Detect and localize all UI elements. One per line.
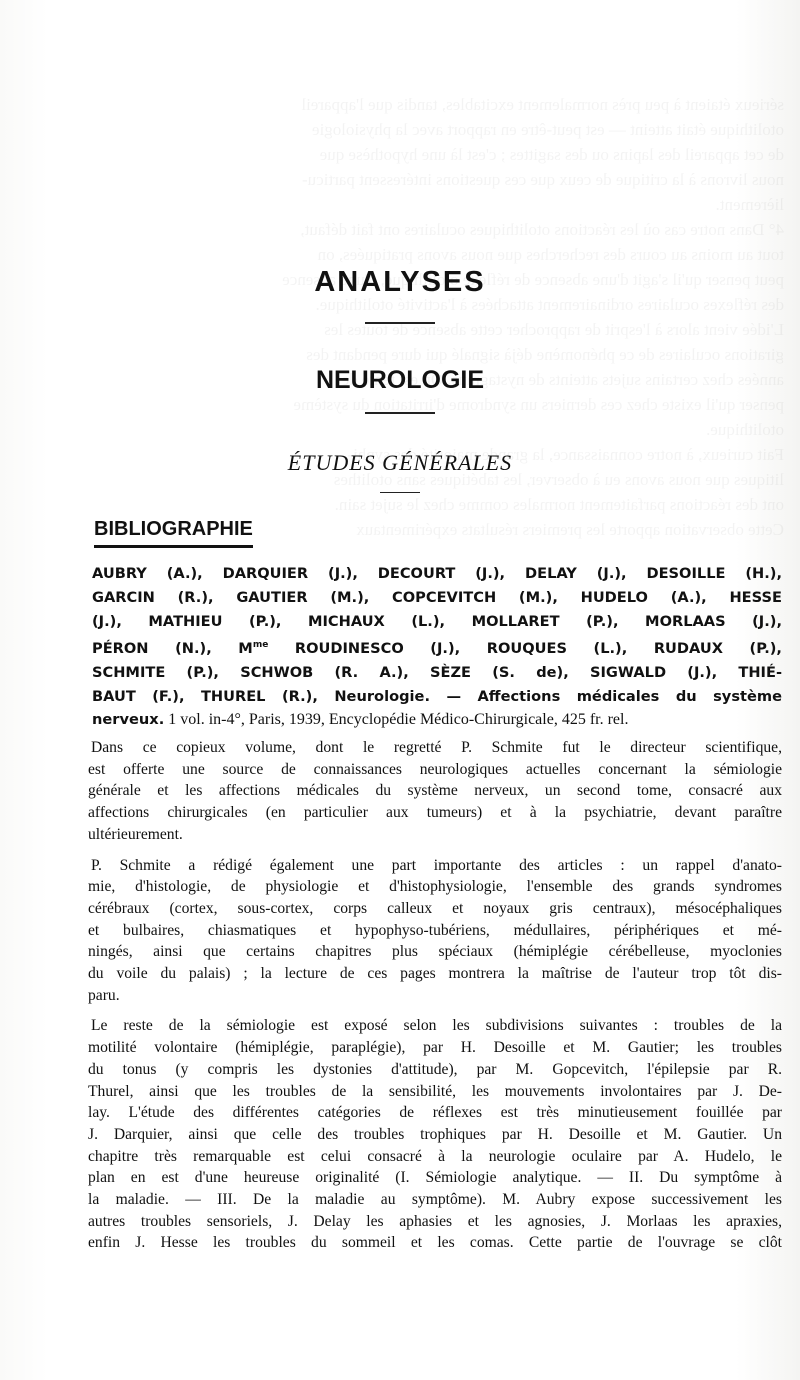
- page-title: ANALYSES: [314, 266, 486, 298]
- text-line: chapitre très remarquable est celui consacré à la neurologie oculaire par A. Hudelo, le: [88, 1147, 782, 1165]
- text-line: et bulbaires, chiasmatiques et hypophyso-tubériens, médullaires, périphériques et mé-: [88, 921, 782, 939]
- text-line: du voile du palais) ; la lecture de ces pages montrera la maîtrise de l'auteur trop tôt dis-: [88, 965, 782, 983]
- section-heading: NEUROLOGIE: [315, 366, 485, 394]
- text-line: cérébraux (cortex, sous-cortex, corps calleux et noyaux gris centraux), mésocéphaliques: [88, 899, 782, 917]
- paragraph-3: [88, 1015, 782, 1254]
- citation-bold-word: nerveux.: [92, 711, 165, 729]
- text-line: mie, d'histologie, de physiologie et d'histophysiologie, l'ensemble des grands syndromes: [88, 878, 782, 896]
- bibliography-heading: BIBLIOGRAPHIE: [94, 518, 253, 548]
- paragraph-2: [88, 855, 782, 1007]
- author-line: PÉRON (N.), $M^{me}$ ROUDINESCO (J.), ROUQUES (L.), RUDAUX (P.),: [92, 639, 782, 657]
- text-line: paru.: [88, 986, 120, 1004]
- text-line: autres troubles sensoriels, J. Delay les aphasies et les agnosies, J. Morlaas les apraxies,: [88, 1212, 782, 1230]
- title-rule: [365, 322, 435, 324]
- citation-details: [92, 708, 782, 732]
- text-line: motilité volontaire (hémiplégie, paraplégie), par H. Desoille et M. Gautier; les troubles: [88, 1039, 782, 1057]
- text-line: est offerte une source de connaissances neurologiques actuelles concernant la sémiologie: [88, 760, 782, 778]
- subsection-heading: ÉTUDES GÉNÉRALES: [287, 450, 513, 475]
- section-rule: [365, 412, 435, 414]
- author-line: SCHMITE (P.), SCHWOB (R. A.), SÈZE (S. de), SIGWALD (J.), THIÉ-: [92, 663, 782, 681]
- author-line: AUBRY (A.), DARQUIER (J.), DECOURT (J.), DELAY (J.), DESOILLE (H.),: [92, 565, 782, 582]
- text-line: la maladie. — III. De la maladie au symptôme). M. Aubry expose successivement les: [88, 1191, 782, 1209]
- subsection-rule: [380, 492, 420, 493]
- text-line: Dans ce copieux volume, dont le regretté P. Schmite fut le directeur scientifique,: [91, 739, 782, 756]
- text-line: lay. L'étude des différentes catégories de réflexes est très minutieusement fouillée par: [88, 1104, 782, 1122]
- text-line: enfin J. Hesse les troubles du sommeil et les comas. Cette partie de l'ouvrage se clôt: [88, 1234, 782, 1252]
- author-line: (J.), MATHIEU (P.), MICHAUX (L.), MOLLARET (P.), MORLAAS (J.),: [92, 612, 782, 630]
- text-line: Le reste de la sémiologie est exposé selon les subdivisions suivantes : troubles de la: [91, 1017, 782, 1035]
- text-line: générale et les affections médicales du système nerveux, un second tome, consacré aux: [88, 782, 782, 800]
- text-line: ultérieurement.: [88, 825, 183, 843]
- text-line: J. Darquier, ainsi que celle des troubles trophiques par H. Desoille et M. Gautier. Un: [88, 1125, 782, 1143]
- text-line: Thurel, ainsi que les troubles de la sensibilité, les mouvements involontaires par J. De-: [88, 1082, 782, 1100]
- paragraph-1: [88, 737, 782, 846]
- citation-publication-info: 1 vol. in-4°, Paris, 1939, Encyclopédie Médico-Chirurgicale, 425 fr. rel.: [164, 711, 629, 729]
- text-line: affections chirurgicales (en particulier aux tumeurs) et à la psychiatrie, devant paraître: [88, 804, 782, 822]
- author-line: GARCIN (R.), GAUTIER (M.), COPCEVITCH (M.), HUDELO (A.), HESSE: [92, 588, 782, 606]
- text-line: plan en est d'une heureuse originalité (I. Sémiologie analytique. — II. Du symptôme à: [88, 1169, 782, 1187]
- author-line: BAUT (F.), THUREL (R.), Neurologie. — Affections médicales du système: [92, 687, 782, 705]
- text-line: ningés, ainsi que certains chapitres plus spéciaux (hémiplégie cérébelleuse, myoclonies: [88, 943, 782, 961]
- text-line: P. Schmite a rédigé également une part importante des articles : un rappel d'anato-: [91, 856, 782, 874]
- review-body: [88, 737, 782, 1263]
- bibliographic-citation: [92, 562, 782, 732]
- text-line: du tonus (y compris les dystonies d'attitude), par M. Gopcevitch, l'épilepsie par R.: [88, 1060, 782, 1078]
